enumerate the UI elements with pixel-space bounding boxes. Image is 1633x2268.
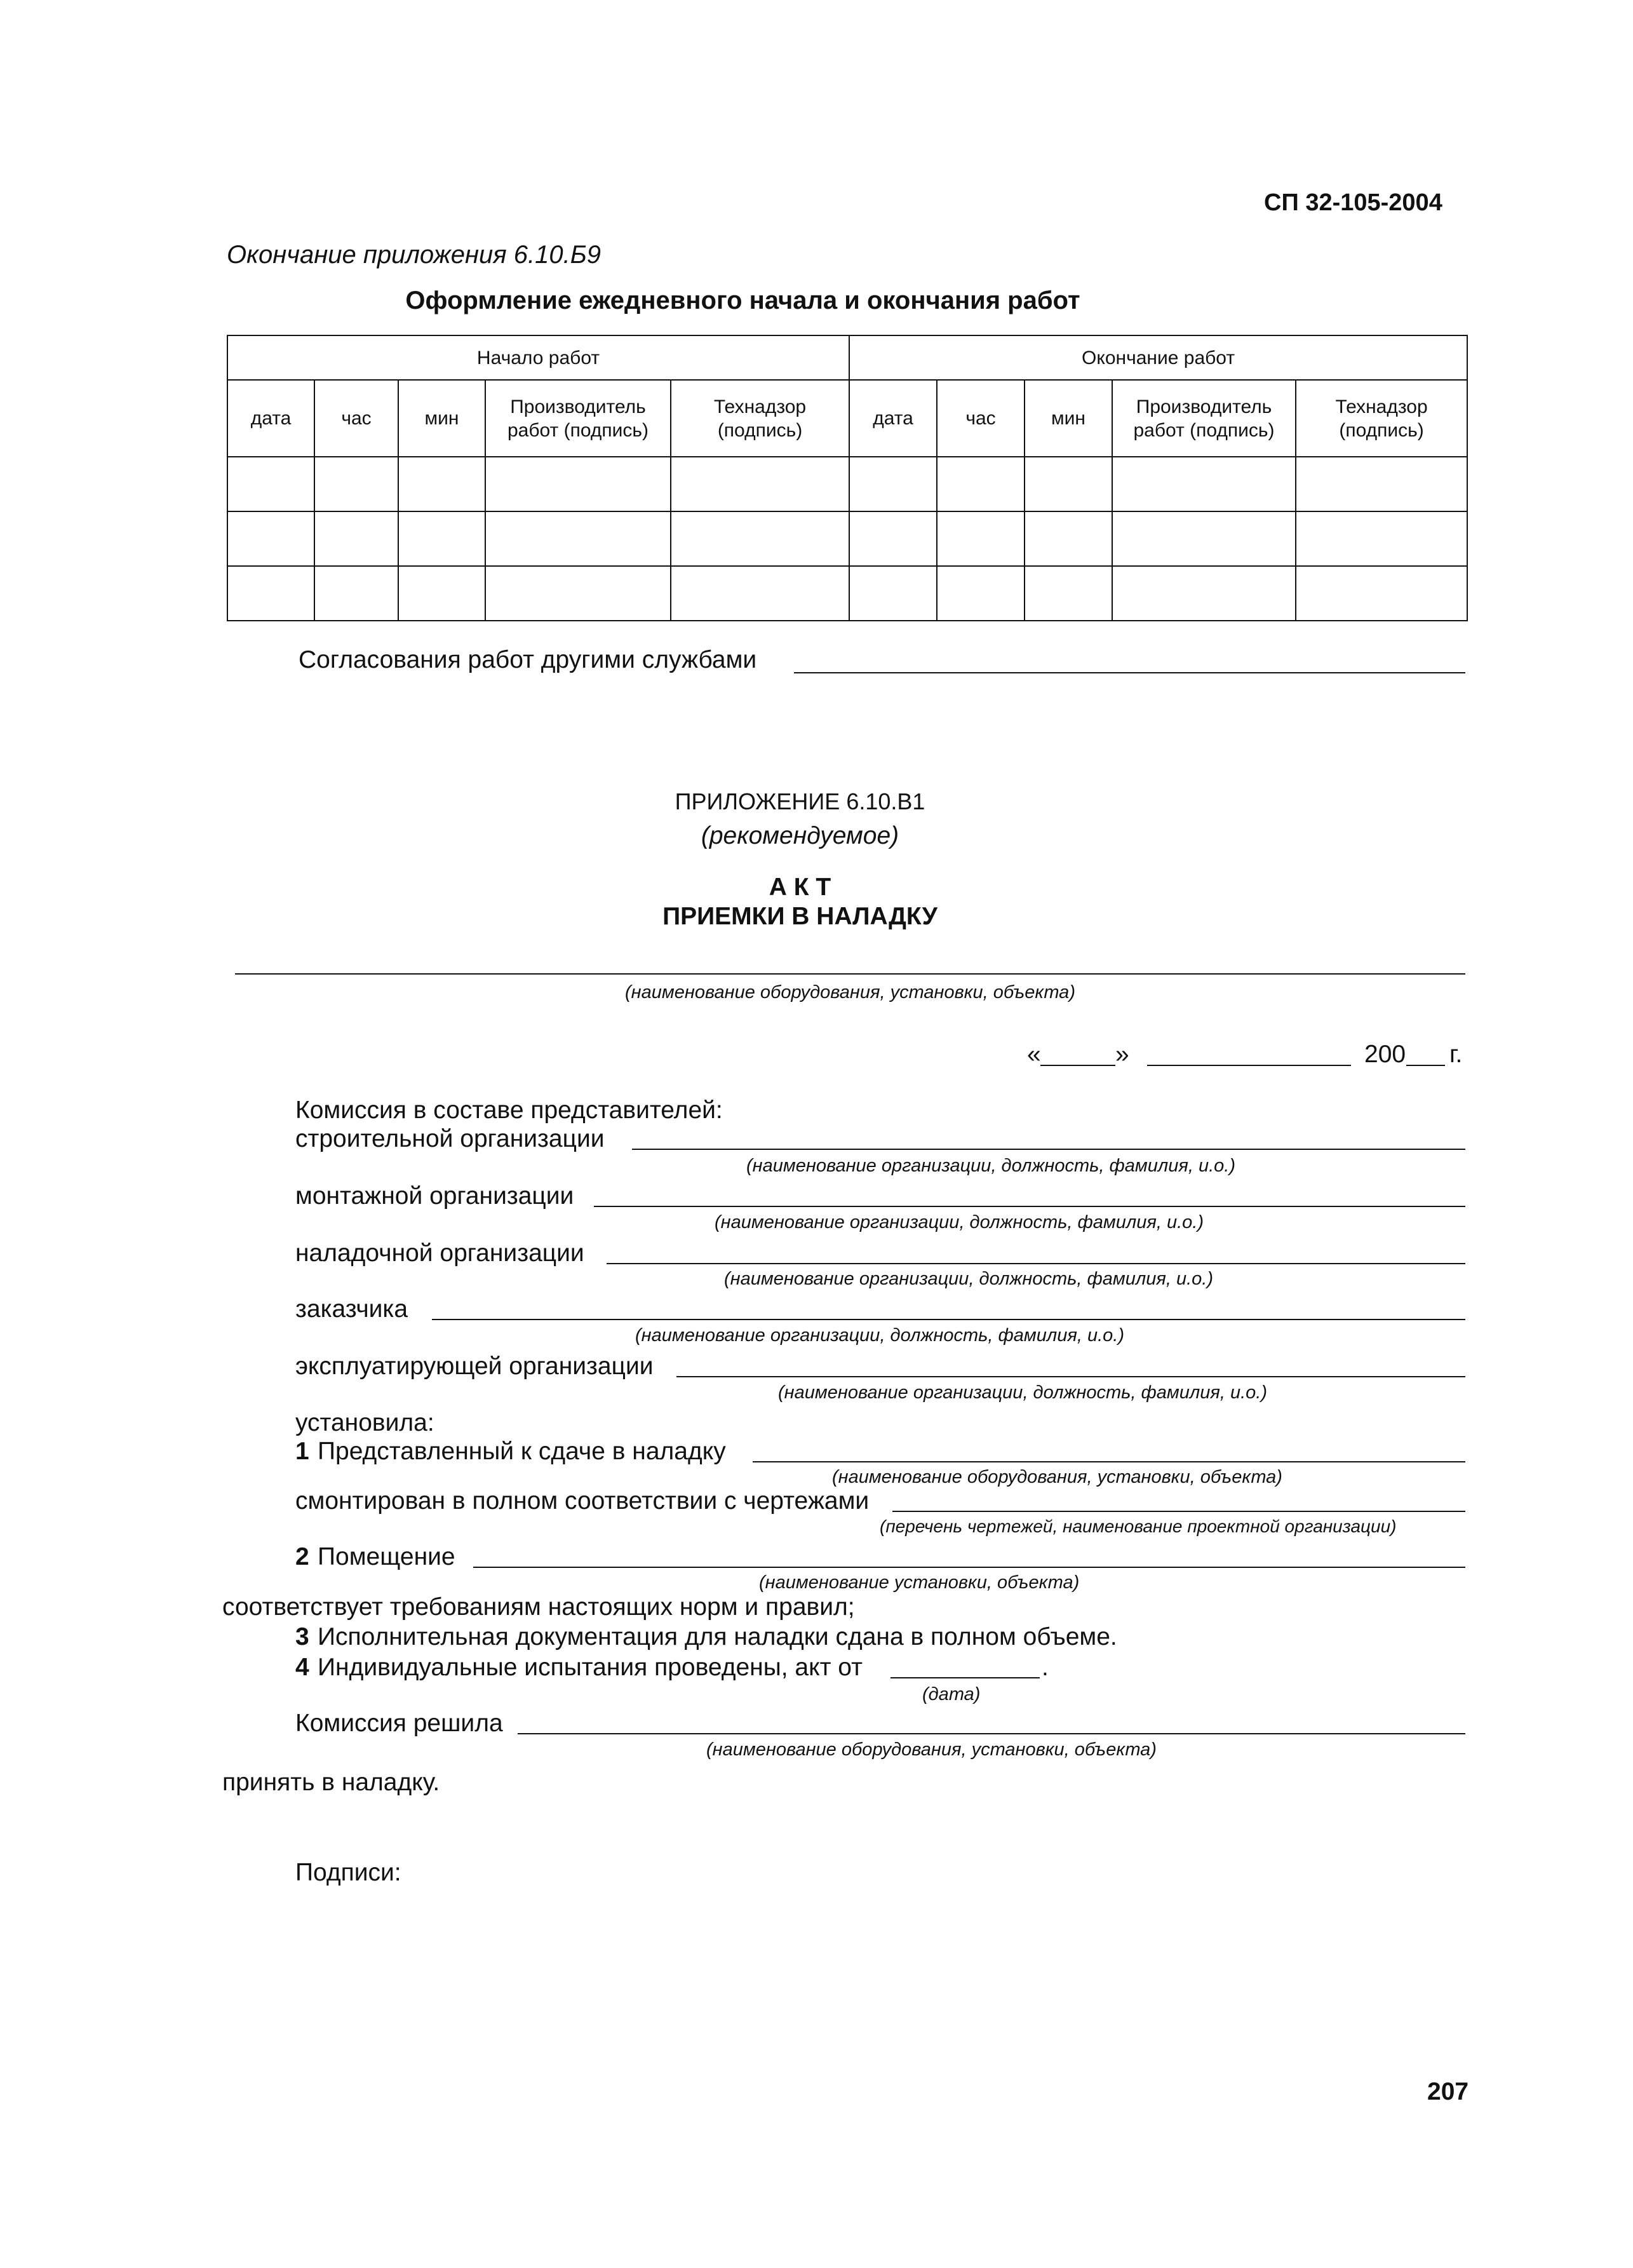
item1-underline: [753, 1461, 1465, 1462]
table-cell: [1025, 511, 1112, 566]
table-cell: [849, 566, 937, 621]
table-cell: [1112, 566, 1296, 621]
field-line-commissioning: [607, 1263, 1465, 1264]
field-line-operator: [676, 1376, 1465, 1377]
act-title: А К Т: [769, 874, 831, 901]
table-cell: [485, 566, 671, 621]
group-header-end: Окончание работ: [849, 335, 1467, 380]
decision-label: Комиссия решила: [295, 1710, 503, 1737]
item4-caption: (дата): [922, 1684, 981, 1704]
field-label-construction: строительной организации: [295, 1125, 605, 1152]
field-label-operator: эксплуатирующей организации: [295, 1353, 654, 1380]
table-row: [227, 457, 1467, 511]
table-cell: [849, 457, 937, 511]
item3-number: 3: [295, 1623, 309, 1650]
field-label-commissioning: наладочной организации: [295, 1239, 584, 1267]
table-cell: [485, 511, 671, 566]
date-open-quote: «: [1027, 1041, 1041, 1068]
item1b-caption: (перечень чертежей, наименование проектной организации): [880, 1516, 1397, 1536]
day-underline: [1040, 1065, 1115, 1066]
table-cell: [398, 457, 485, 511]
field-label-installation: монтажной организации: [295, 1182, 574, 1210]
field-caption-commissioning: (наименование организации, должность, фамилия, и.о.): [724, 1269, 1213, 1289]
column-header: мин: [1025, 380, 1112, 457]
table-row: [227, 566, 1467, 621]
field-caption-customer: (наименование организации, должность, фамилия, и.о.): [635, 1325, 1124, 1346]
table-cell: [314, 511, 398, 566]
table-cell: [398, 511, 485, 566]
daily-work-table: [227, 335, 1468, 621]
item4-underline: [890, 1677, 1040, 1678]
table-cell: [314, 457, 398, 511]
item1-label: Представленный к сдаче в наладку: [318, 1438, 726, 1465]
column-header: дата: [227, 380, 314, 457]
month-underline: [1147, 1065, 1351, 1066]
column-header: час: [937, 380, 1025, 457]
item2-caption: (наименование установки, объекта): [759, 1572, 1080, 1593]
table-cell: [227, 511, 314, 566]
year-underline: [1406, 1065, 1445, 1066]
table-cell: [671, 511, 849, 566]
column-header: Производитель работ (подпись): [485, 380, 671, 457]
item4-number: 4: [295, 1654, 309, 1681]
item1b-underline: [892, 1511, 1465, 1512]
field-caption-construction: (наименование организации, должность, фамилия, и.о.): [746, 1156, 1235, 1176]
column-header: дата: [849, 380, 937, 457]
table-cell: [227, 566, 314, 621]
object-caption: (наименование оборудования, установки, объекта): [625, 982, 1075, 1002]
item2-underline: [473, 1567, 1465, 1568]
field-caption-installation: (наименование организации, должность, фамилия, и.о.): [715, 1212, 1204, 1232]
established-label: установила:: [295, 1409, 434, 1436]
column-header: Технадзор (подпись): [671, 380, 849, 457]
act-subtitle: ПРИЕМКИ В НАЛАДКУ: [662, 903, 937, 930]
item4-end: .: [1042, 1654, 1049, 1681]
column-header: мин: [398, 380, 485, 457]
document-code: СП 32-105-2004: [1264, 189, 1442, 216]
agreement-underline: [794, 672, 1465, 673]
item1b-label: смонтирован в полном соответствии с чертежами: [295, 1487, 870, 1515]
item3-text: Исполнительная документация для наладки сдана в полном объеме.: [318, 1623, 1117, 1650]
table-cell: [485, 457, 671, 511]
table-cell: [1296, 457, 1467, 511]
column-header: Производитель работ (подпись): [1112, 380, 1296, 457]
table-cell: [314, 566, 398, 621]
table-cell: [671, 457, 849, 511]
decision-caption: (наименование оборудования, установки, объекта): [706, 1739, 1157, 1760]
table-cell: [227, 457, 314, 511]
item4-text: Индивидуальные испытания проведены, акт от: [318, 1654, 863, 1681]
item1-caption: (наименование оборудования, установки, объекта): [832, 1467, 1282, 1487]
field-line-construction: [632, 1149, 1465, 1150]
item1-number: 1: [295, 1438, 309, 1465]
decision-tail: принять в наладку.: [222, 1769, 440, 1796]
table-cell: [1112, 511, 1296, 566]
table-cell: [398, 566, 485, 621]
appendix-status: (рекомендуемое): [701, 822, 899, 849]
table-cell: [1025, 566, 1112, 621]
table-cell: [1296, 511, 1467, 566]
appendix-number: ПРИЛОЖЕНИЕ 6.10.В1: [675, 788, 925, 814]
item2-label: Помещение: [318, 1543, 455, 1570]
date-close-quote: »: [1115, 1041, 1129, 1068]
field-line-installation: [594, 1206, 1465, 1207]
field-line-customer: [432, 1319, 1465, 1320]
table-cell: [937, 566, 1025, 621]
page-number: 207: [1427, 2078, 1469, 2105]
field-label-customer: заказчика: [295, 1295, 408, 1323]
table-row: [227, 511, 1467, 566]
commission-intro: Комиссия в составе представителей:: [295, 1097, 723, 1124]
year-suffix: г.: [1449, 1041, 1463, 1068]
item2-tail: соответствует требованиям настоящих норм и правил;: [222, 1593, 855, 1621]
table-cell: [671, 566, 849, 621]
table-cell: [937, 457, 1025, 511]
item2-number: 2: [295, 1543, 309, 1570]
field-caption-operator: (наименование организации, должность, фамилия, и.о.): [778, 1382, 1267, 1403]
table-cell: [849, 511, 937, 566]
group-header-start: Начало работ: [227, 335, 849, 380]
year-prefix: 200: [1364, 1041, 1406, 1068]
table-title: Оформление ежедневного начала и окончания работ: [405, 287, 1080, 314]
column-header: час: [314, 380, 398, 457]
table-cell: [1112, 457, 1296, 511]
table-cell: [1025, 457, 1112, 511]
signatures-label: Подписи:: [295, 1859, 401, 1886]
object-underline: [235, 973, 1465, 975]
decision-underline: [518, 1733, 1465, 1734]
table-cell: [1296, 566, 1467, 621]
column-header: Технадзор (подпись): [1296, 380, 1467, 457]
continuation-label: Окончание приложения 6.10.Б9: [227, 241, 601, 269]
agreement-label: Согласования работ другими службами: [299, 646, 757, 673]
table-cell: [937, 511, 1025, 566]
